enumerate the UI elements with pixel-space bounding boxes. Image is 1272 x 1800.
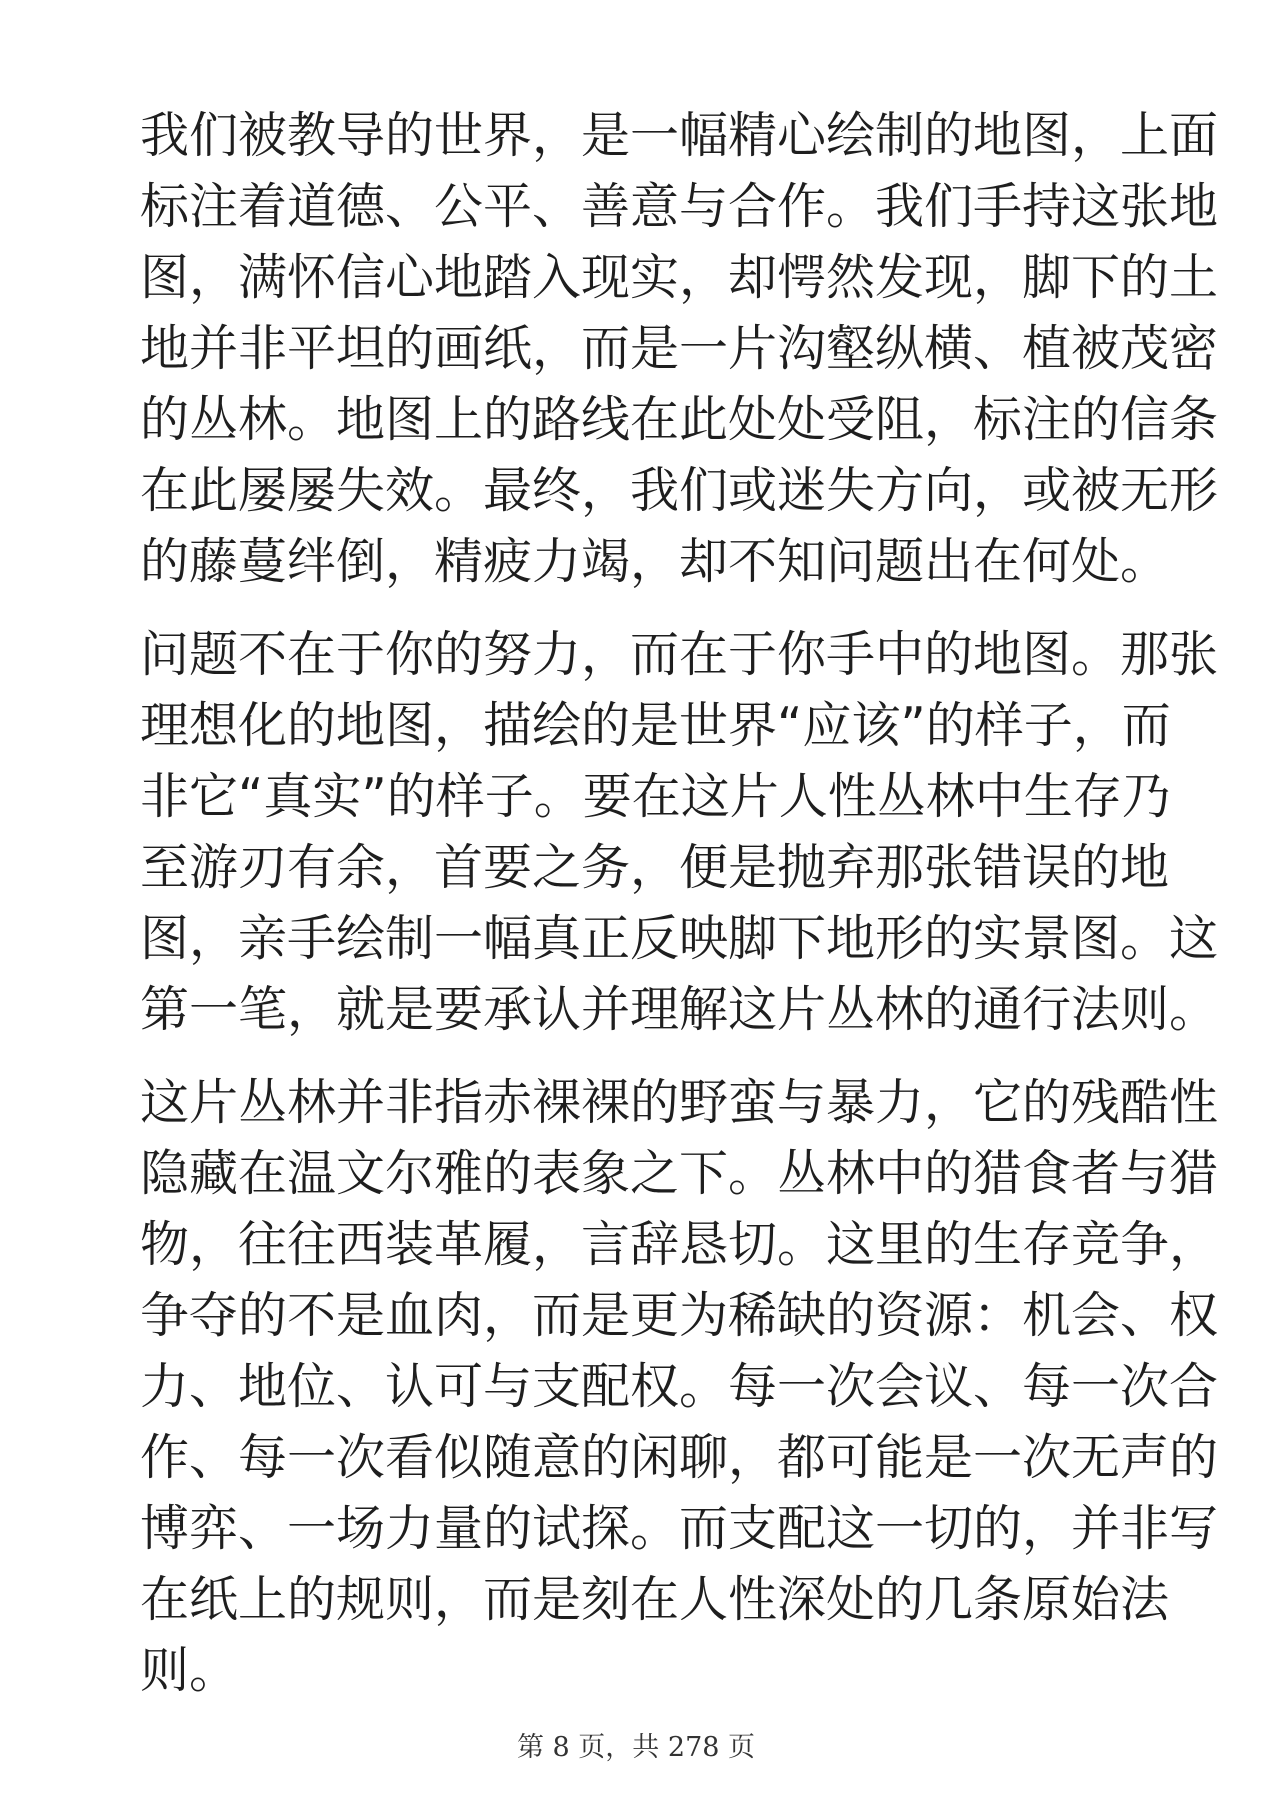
text-line: 隐藏在温文尔雅的表象之下。丛林中的猎食者与猎 xyxy=(140,1145,1219,1202)
text-line: 这片丛林并非指赤裸裸的野蛮与暴力，它的残酷性 xyxy=(140,1074,1219,1131)
paragraph-2 xyxy=(140,619,1219,1045)
text-line: 博弈、一场力量的试探。而支配这一切的，并非写 xyxy=(140,1500,1219,1557)
text-line: 则。 xyxy=(140,1642,239,1699)
text-line: 理想化的地图，描绘的是世界“应该”的样子，而 xyxy=(140,697,1171,754)
text-line: 的藤蔓绊倒，精疲力竭，却不知问题出在何处。 xyxy=(140,533,1170,590)
text-line: 问题不在于你的努力，而在于你手中的地图。那张 xyxy=(140,626,1219,683)
text-line: 至游刃有余，首要之务，便是抛弃那张错误的地 xyxy=(140,839,1170,896)
body-text xyxy=(140,100,1219,1728)
text-line: 力、地位、认可与支配权。每一次会议、每一次合 xyxy=(140,1358,1219,1415)
text-line: 物，往往西装革履，言辞恳切。这里的生存竞争， xyxy=(140,1216,1219,1273)
text-line: 标注着道德、公平、善意与合作。我们手持这张地 xyxy=(140,178,1219,235)
text-line: 图，满怀信心地踏入现实，却愕然发现，脚下的土 xyxy=(140,249,1219,306)
text-line: 我们被教导的世界，是一幅精心绘制的地图，上面 xyxy=(140,107,1219,164)
text-line: 第一笔，就是要承认并理解这片丛林的通行法则。 xyxy=(140,981,1219,1038)
paragraph-1 xyxy=(140,100,1219,597)
text-line: 图，亲手绘制一幅真正反映脚下地形的实景图。这 xyxy=(140,910,1219,967)
text-line: 非它“真实”的样子。要在这片人性丛林中生存乃 xyxy=(140,768,1171,825)
text-line: 的丛林。地图上的路线在此处处受阻，标注的信条 xyxy=(140,391,1219,448)
text-line: 争夺的不是血肉，而是更为稀缺的资源：机会、权 xyxy=(140,1287,1219,1344)
text-line: 在纸上的规则，而是刻在人性深处的几条原始法 xyxy=(140,1571,1170,1628)
text-line: 作、每一次看似随意的闲聊，都可能是一次无声的 xyxy=(140,1429,1219,1486)
page-number-footer: 第 8 页，共 278 页 xyxy=(516,1732,756,1763)
paragraph-3 xyxy=(140,1067,1219,1706)
text-line: 在此屡屡失效。最终，我们或迷失方向，或被无形 xyxy=(140,462,1219,519)
text-line: 地并非平坦的画纸，而是一片沟壑纵横、植被茂密 xyxy=(140,320,1219,377)
